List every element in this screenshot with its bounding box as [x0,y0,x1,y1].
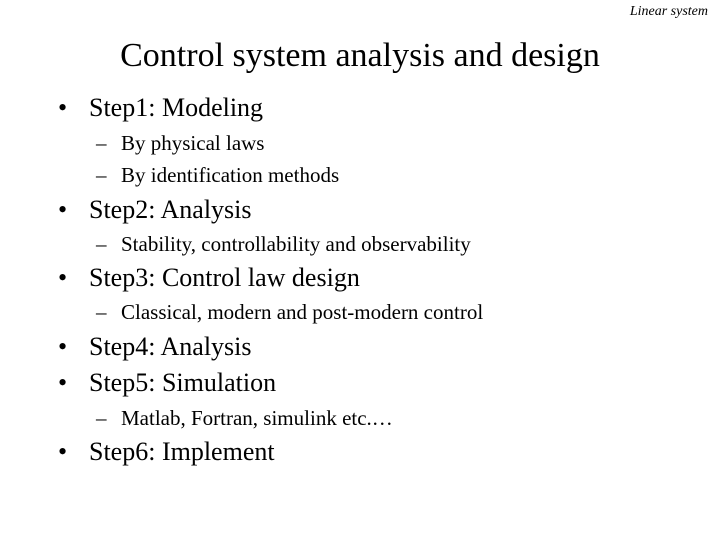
sub-item [96,299,483,325]
bullet-step2 [58,195,252,225]
bullet-step4 [58,332,252,362]
bullet-text: Step2: Analysis [89,195,252,224]
dash-mark: – [96,131,107,155]
bullet-mark: • [58,195,68,224]
bullet-step1 [58,93,263,123]
bullet-mark: • [58,263,68,292]
bullet-step3 [58,263,360,293]
bullet-text: Step6: Implement [89,437,275,466]
sub-item [96,405,393,431]
sub-item [96,130,264,156]
dash-mark: – [96,163,107,187]
header-tag: Linear system [629,4,708,19]
bullet-text: Step3: Control law design [89,263,360,292]
bullet-mark: • [58,332,68,361]
dash-mark: – [96,232,107,256]
bullet-text: Step1: Modeling [89,93,264,122]
bullet-step6 [58,437,275,467]
sub-text: By physical laws [121,131,265,155]
bullet-mark: • [58,93,68,122]
bullet-mark: • [58,437,68,466]
sub-item [96,162,339,188]
sub-text: Classical, modern and post-modern control [121,300,484,324]
dash-mark: – [96,406,107,430]
sub-text: Stability, controllability and observability [121,232,471,256]
bullet-text: Step4: Analysis [89,332,252,361]
dash-mark: – [96,300,107,324]
sub-text: Matlab, Fortran, simulink etc.… [121,406,393,430]
bullet-text: Step5: Simulation [89,368,277,397]
bullet-mark: • [58,368,68,397]
bullet-step5 [58,368,276,398]
sub-text: By identification methods [121,163,340,187]
slide-title: Control system analysis and design [120,37,600,74]
sub-item [96,231,471,257]
